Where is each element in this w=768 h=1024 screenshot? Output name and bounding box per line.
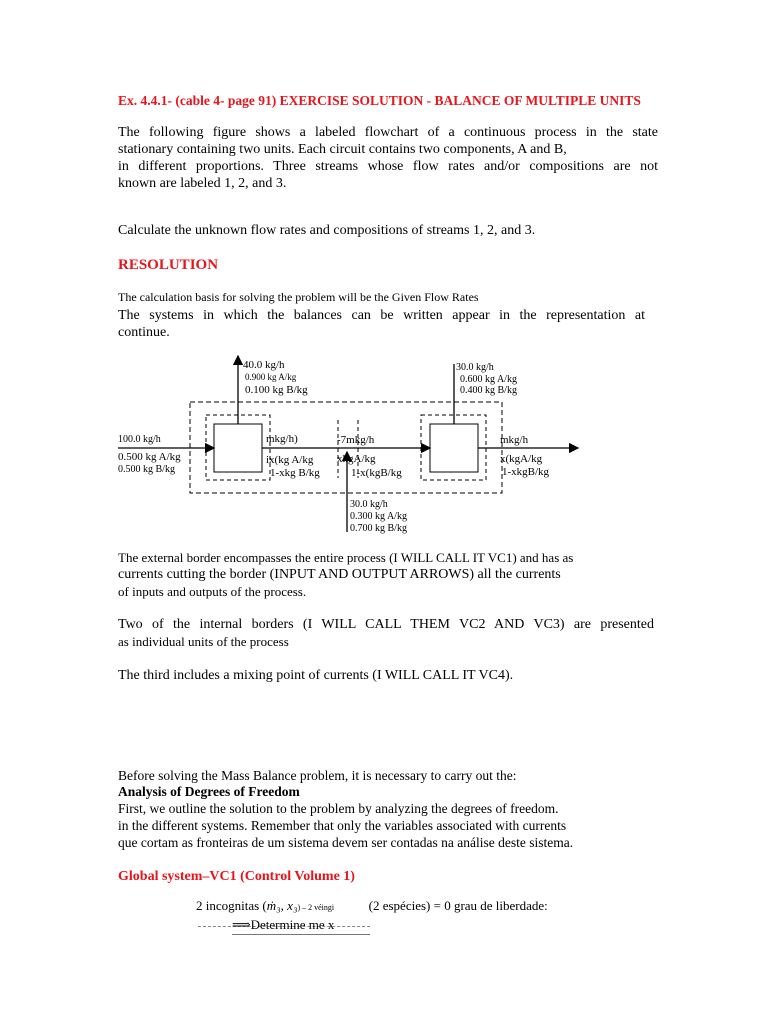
bottom-b-label: 0.700 kg B/kg	[350, 523, 407, 534]
top1-a-label: 0.900 kg A/kg	[245, 372, 297, 382]
dof-line: que cortam as fronteiras de um sistema devem ser contadas na análise deste sistema.	[118, 835, 574, 850]
resolution-heading: RESOLUTION	[118, 257, 219, 273]
dof-intro: Before solving the Mass Balance problem, it is necessary to carry out the:	[118, 768, 517, 783]
internal-border-paragraph	[118, 616, 654, 650]
top1-flow-label: 40.0 kg/h	[243, 359, 285, 371]
bottom-a-label: 0.300 kg A/kg	[350, 511, 407, 522]
dof-paragraph	[118, 800, 658, 851]
feed-a-label: 0.500 kg A/kg	[118, 451, 181, 463]
unit-2-box	[430, 424, 478, 472]
global-system-heading: Global system–VC1 (Control Volume 1)	[118, 869, 355, 884]
intro-line: in different proportions. Three streams whose flow rates and/or compositions are not	[118, 159, 658, 174]
task-text: Calculate the unknown flow rates and compositions of streams 1, 2, and 3.	[118, 223, 536, 238]
determine-text: Determine me x	[250, 917, 335, 932]
page-title: Ex. 4.4.1- (cable 4- page 91) EXERCISE SOLUTION - BALANCE OF MULTIPLE UNITS	[118, 93, 641, 108]
equation-vars: ṁ₃, x₃	[266, 898, 298, 913]
ext-line: The external border encompasses the entire process (I WILL CALL IT VC1) and has as	[118, 550, 574, 565]
unit-1-box	[214, 424, 262, 472]
stream1-flow-label: mkg/h)	[266, 433, 298, 445]
top2-a-label: 0.600 kg A/kg	[460, 374, 517, 385]
bottom-flow-label: 30.0 kg/h	[350, 499, 388, 510]
int-line: as individual units of the process	[118, 634, 289, 649]
top2-b-label: 0.400 kg B/kg	[460, 385, 517, 396]
implies-arrow-icon: ⟹	[232, 917, 251, 932]
ext-line: of inputs and outputs of the process.	[118, 584, 307, 599]
stream2-b-label: 1-x(kgB/kg	[351, 467, 402, 479]
top1-b-label: 0.100 kg B/kg	[245, 384, 308, 396]
stream2-flow-label: -7mkg/h	[337, 434, 375, 446]
third-border-text: The third includes a mixing point of currents (I WILL CALL IT VC4).	[118, 668, 514, 683]
top2-flow-label: 30.0 kg/h	[456, 362, 494, 373]
feed-flow-label: 100.0 kg/h	[118, 434, 161, 445]
equation-right: (2 espécies) = 0 grau de liberdade:	[368, 898, 548, 913]
feed-b-label: 0.500 kg B/kg	[118, 464, 175, 475]
equation-mid: ) – 2 véingi	[297, 903, 335, 912]
dof-equation	[196, 898, 548, 914]
dof-line: in the different systems. Remember that only the variables associated with currents	[118, 818, 567, 833]
basis-text: The calculation basis for solving the problem will be the Given Flow Rates	[118, 290, 479, 304]
intro-line: known are labeled 1, 2, and 3.	[118, 176, 287, 191]
stream1-b-label: 1-xkg B/kg	[270, 467, 320, 479]
ext-line: currents cutting the border (INPUT AND OUTPUT ARROWS) all the currents	[118, 567, 561, 582]
int-line: Two of the internal borders (I WILL CALL THEM VC2 AND VC3) are presented	[118, 617, 654, 632]
determine-underline	[232, 934, 370, 936]
stream1-a-label: ix(kg A/kg	[266, 454, 314, 466]
systems-line: continue.	[118, 325, 170, 340]
equation-left: 2 incognitas (	[196, 898, 267, 913]
determine-line	[232, 917, 334, 933]
dof-heading: Analysis of Degrees of Freedom	[118, 784, 300, 799]
stream2-a-label: xkgA/kg	[337, 453, 376, 465]
intro-line: The following figure shows a labeled flowchart of a continuous process in the state	[118, 125, 658, 140]
stream3-b-label: 1-xkgB/kg	[502, 466, 550, 478]
stream3-flow-label: mkg/h	[500, 434, 529, 446]
external-border-paragraph	[118, 549, 658, 600]
dof-line: First, we outline the solution to the problem by analyzing the degrees of freedom.	[118, 801, 559, 816]
intro-line: stationary containing two units. Each circuit contains two components, A and B,	[118, 142, 567, 157]
stream3-a-label: x(kgA/kg	[500, 453, 543, 465]
systems-line: The systems in which the balances can be written appear in the representation at	[118, 308, 645, 323]
